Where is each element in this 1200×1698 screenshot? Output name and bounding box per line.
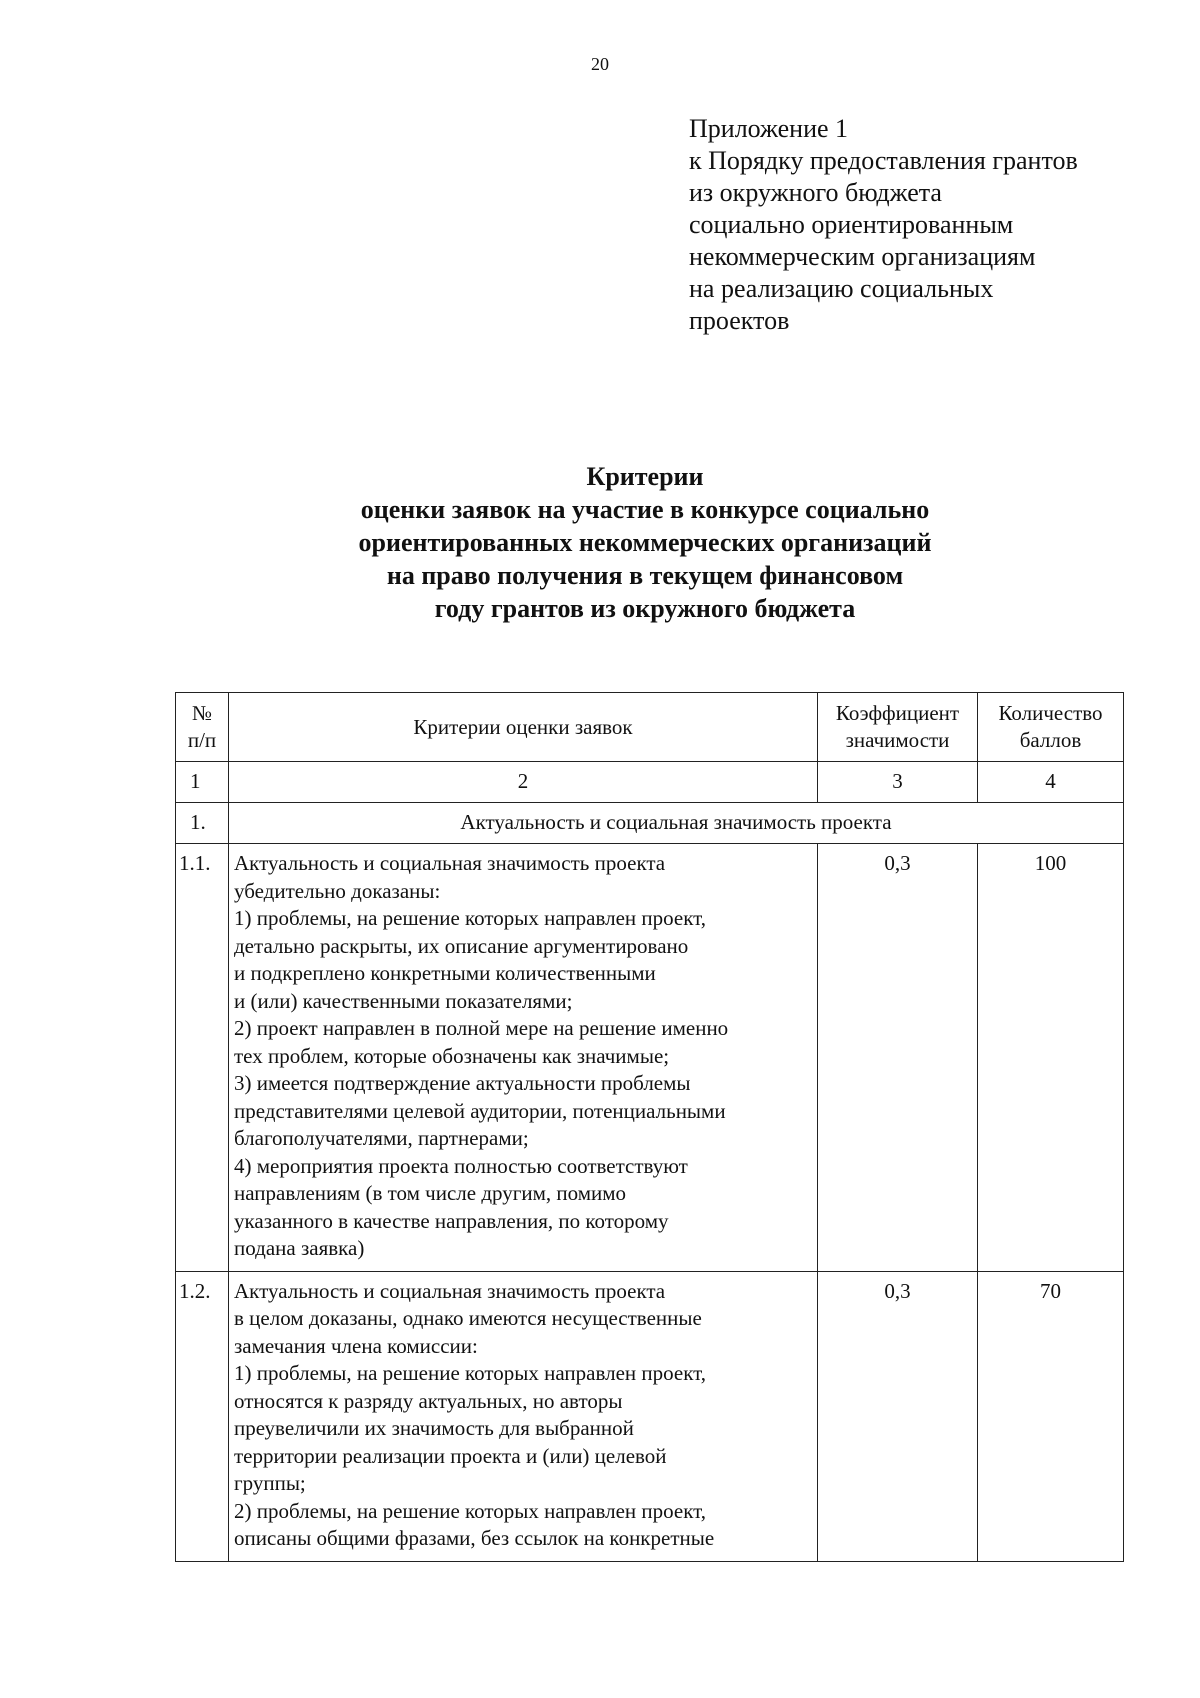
criteria-line: убедительно доказаны: (234, 878, 441, 903)
title-line: году грантов из окружного бюджета (434, 594, 856, 623)
title-line: Критерии (586, 462, 704, 491)
table-row (176, 844, 1124, 1272)
header-coefficient-line: значимости (845, 728, 950, 752)
header-points-cell (978, 693, 1124, 762)
table-row (176, 1271, 1124, 1561)
appendix-line: проектов (689, 306, 790, 335)
header-points-line: Количество (998, 701, 1103, 725)
criteria-line: описаны общими фразами, без ссылок на конкретные (234, 1526, 715, 1550)
document-title (0, 460, 1200, 625)
column-numbers-row (176, 762, 1124, 803)
section-num-cell: 1. (176, 803, 229, 844)
criteria-line: указанного в качестве направления, по которому (234, 1208, 669, 1233)
page-number: 20 (591, 54, 609, 74)
column-number-cell: 2 (229, 762, 818, 803)
criteria-line: и подкреплено конкретными количественными (234, 961, 656, 985)
criteria-line: 1) проблемы, на решение которых направлен проект, (234, 906, 706, 930)
section-title-cell: Актуальность и социальная значимость проекта (229, 803, 1124, 844)
header-num-line: № (191, 701, 213, 725)
title-line: оценки заявок на участие в конкурсе социально (360, 495, 930, 524)
criteria-line: направлениям (в том числе другим, помимо (234, 1181, 627, 1205)
header-num-cell (176, 693, 229, 762)
criteria-line: 2) проблемы, на решение которых направлен проект, (234, 1498, 706, 1523)
criteria-line: детально раскрыты, их описание аргументировано (234, 933, 689, 958)
header-criteria-cell (229, 693, 818, 762)
column-number-cell: 3 (818, 762, 978, 803)
title-line: на право получения в текущем финансовом (386, 561, 904, 590)
appendix-line: на реализацию социальных (689, 274, 994, 303)
criteria-table (175, 692, 1124, 1562)
appendix-line: к Порядку предоставления грантов (689, 146, 1078, 175)
appendix-line: из окружного бюджета (689, 178, 942, 207)
criteria-line: Актуальность и социальная значимость проекта (234, 1278, 666, 1303)
row-num-cell: 1.2. (176, 1271, 229, 1561)
section-row (176, 803, 1124, 844)
criteria-line: замечания члена комиссии: (234, 1333, 478, 1358)
header-points-line: баллов (1019, 728, 1082, 752)
criteria-line: Актуальность и социальная значимость проекта (234, 851, 666, 875)
header-coefficient-line: Коэффициент (835, 701, 960, 725)
title-line: ориентированных некоммерческих организаций (358, 528, 932, 557)
header-num-line: п/п (187, 728, 217, 752)
criteria-line: преувеличили их значимость для выбранной (234, 1416, 634, 1440)
criteria-line: 3) имеется подтверждение актуальности проблемы (234, 1071, 691, 1095)
criteria-line: и (или) качественными показателями; (234, 988, 573, 1013)
criteria-line: тех проблем, которые обозначены как значимые; (234, 1043, 670, 1068)
column-number-cell: 1 (176, 762, 229, 803)
row-points-cell: 100 (978, 844, 1124, 1272)
row-points-cell: 70 (978, 1271, 1124, 1561)
row-coefficient-cell: 0,3 (818, 844, 978, 1272)
row-coefficient-cell: 0,3 (818, 1271, 978, 1561)
criteria-line: территории реализации проекта и (или) целевой (234, 1443, 667, 1468)
row-criteria-cell (229, 1271, 818, 1561)
criteria-line: 1) проблемы, на решение которых направлен проект, (234, 1361, 706, 1385)
header-criteria-label: Критерии оценки заявок (413, 714, 633, 739)
criteria-line: подана заявка) (234, 1236, 365, 1260)
appendix-line: некоммерческим организациям (689, 242, 1036, 271)
criteria-line: 4) мероприятия проекта полностью соответствуют (234, 1153, 688, 1178)
appendix-header (689, 113, 1078, 337)
criteria-line: группы; (234, 1471, 306, 1495)
appendix-line: Приложение 1 (689, 114, 849, 143)
criteria-line: 2) проект направлен в полной мере на решение именно (234, 1016, 729, 1040)
criteria-line: относятся к разряду актуальных, но авторы (234, 1388, 623, 1413)
criteria-line: в целом доказаны, однако имеются несущественные (234, 1306, 702, 1330)
table-header-row (176, 693, 1124, 762)
header-coefficient-cell (818, 693, 978, 762)
criteria-line: благополучателями, партнерами; (234, 1126, 529, 1150)
criteria-line: представителями целевой аудитории, потенциальными (234, 1098, 726, 1123)
appendix-line: социально ориентированным (689, 210, 1014, 239)
column-number-cell: 4 (978, 762, 1124, 803)
row-num-cell: 1.1. (176, 844, 229, 1272)
row-criteria-cell (229, 844, 818, 1272)
